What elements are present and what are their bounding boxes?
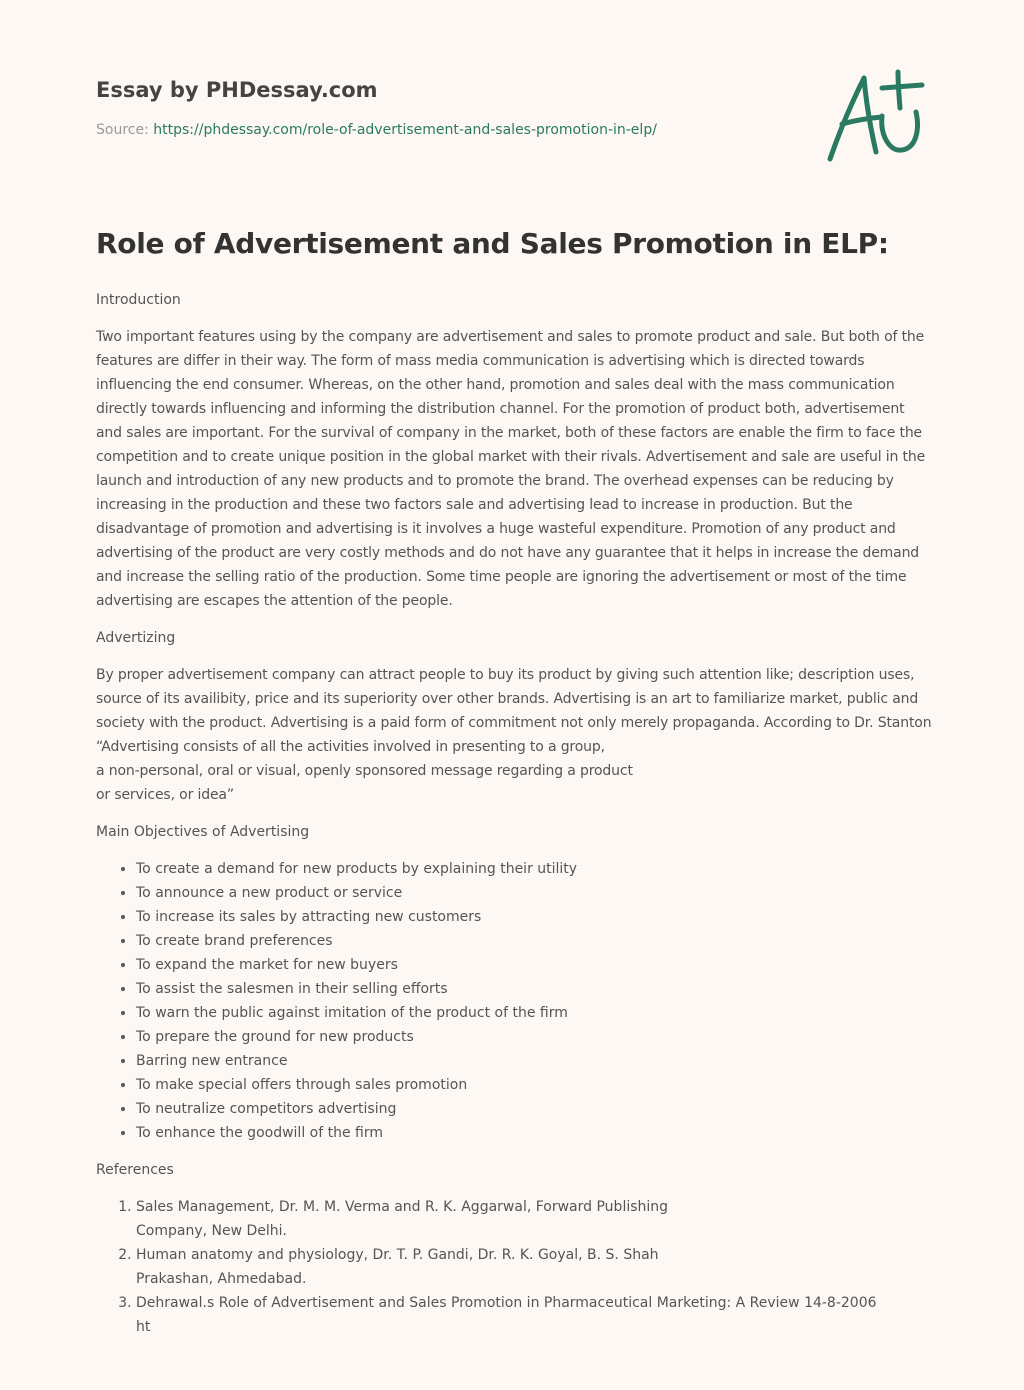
reference-item xyxy=(136,1195,932,1243)
article-title: Role of Advertisement and Sales Promotion in ELP: xyxy=(96,227,889,260)
list-item: • To prepare the ground for new products xyxy=(136,1025,932,1049)
list-item: • To create a demand for new products by explaining their utility xyxy=(136,857,932,881)
objectives-list xyxy=(96,857,932,1145)
list-item: • To neutralize competitors advertising xyxy=(136,1097,932,1121)
list-item: • To assist the salesmen in their selling efforts xyxy=(136,977,932,1001)
source-link[interactable]: https://phdessay.com/role-of-advertisement-and-sales-promotion-in-elp/ xyxy=(153,122,657,138)
advertizing-text-3: or services, or idea” xyxy=(96,787,234,803)
reference-line: Prakashan, Ahmedabad. xyxy=(136,1271,307,1287)
site-brand: Essay by PHDessay.com xyxy=(96,78,378,102)
advertizing-text-1: By proper advertisement company can attract people to buy its product by giving such attention like; description uses, source of its availibity, price and its superiority over other brands. Advertising is an art to familiarize market, public and society with the product. Advertising is a paid form of commitment not only merely propaganda. According to Dr. Stanton “Advertising consists of all the activities involved in presenting to a group, xyxy=(96,667,932,755)
reference-line: ht xyxy=(136,1319,151,1335)
list-item: • To create brand preferences xyxy=(136,929,932,953)
reference-line: 3. Dehrawal.s Role of Advertisement and Sales Promotion in Pharmaceutical Marketing: A Review 14-8-2006 xyxy=(136,1295,877,1311)
reference-item xyxy=(136,1243,932,1291)
a-plus-logo-icon xyxy=(820,66,930,166)
source-line xyxy=(96,120,796,140)
intro-paragraph: Two important features using by the company are advertisement and sales to promote product and sale. But both of the features are differ in their way. The form of mass media communication is advertising which is directed towards influencing the end consumer. Whereas, on the other hand, promotion and sales deal with the mass communication directly towards influencing and informing the distribution channel. For the promotion of product both, advertisement and sales are important. For the survival of company in the market, both of these factors are enable the firm to face the competition and to create unique position in the global market with their rivals. Advertisement and sale are useful in the launch and introduction of any new products and to promote the brand. The overhead expenses can be reducing by increasing in the production and these two factors sale and advertising lead to increase in production. But the disadvantage of promotion and advertising is it involves a huge wasteful expenditure. Promotion of any product and advertising of the product are very costly methods and do not have any guarantee that it helps in increase the demand and increase the selling ratio of the production. Some time people are ignoring the advertisement or most of the time advertising are escapes the attention of the people. xyxy=(96,329,926,609)
references-list xyxy=(96,1195,932,1339)
list-item: • To increase its sales by attracting new customers xyxy=(136,905,932,929)
reference-line: Company, New Delhi. xyxy=(136,1223,287,1239)
advertizing-heading: Advertizing xyxy=(96,630,176,646)
advertizing-paragraph xyxy=(96,663,932,807)
source-label: Source: xyxy=(96,122,149,138)
reference-item xyxy=(136,1291,932,1339)
article xyxy=(96,222,932,1339)
advertizing-text-2: a non-personal, oral or visual, openly sponsored message regarding a product xyxy=(96,763,633,779)
page-header xyxy=(96,74,796,140)
list-item: • To warn the public against imitation of the product of the firm xyxy=(136,1001,932,1025)
list-item: • To make special offers through sales promotion xyxy=(136,1073,932,1097)
reference-line: 1. Sales Management, Dr. M. M. Verma and R. K. Aggarwal, Forward Publishing xyxy=(136,1199,669,1215)
list-item: • To expand the market for new buyers xyxy=(136,953,932,977)
objectives-heading: Main Objectives of Advertising xyxy=(96,824,310,840)
list-item: • To announce a new product or service xyxy=(136,881,932,905)
list-item: • To enhance the goodwill of the firm xyxy=(136,1121,932,1145)
reference-line: 2. Human anatomy and physiology, Dr. T. P. Gandi, Dr. R. K. Goyal, B. S. Shah xyxy=(136,1247,659,1263)
intro-heading: Introduction xyxy=(96,292,181,308)
list-item: • Barring new entrance xyxy=(136,1049,932,1073)
references-heading: References xyxy=(96,1162,174,1178)
